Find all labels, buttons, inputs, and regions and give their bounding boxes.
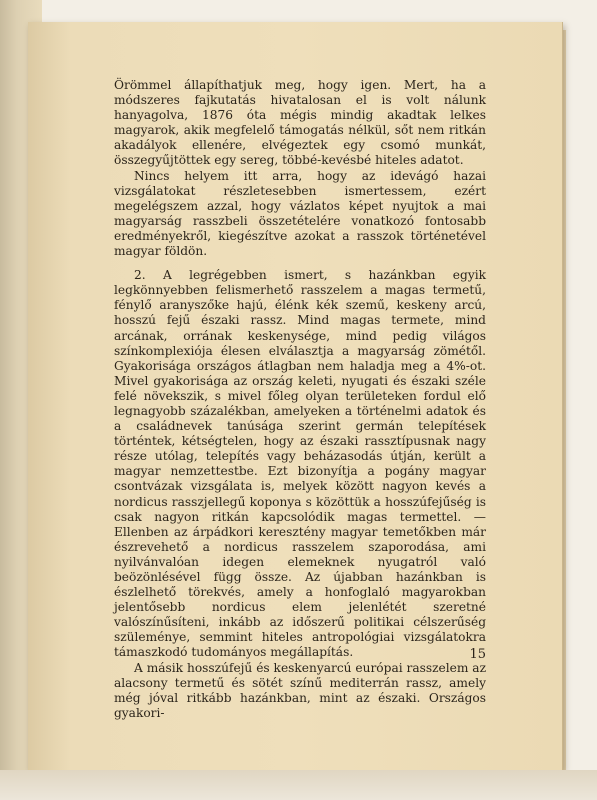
paragraph-4: A másik hosszúfejű és keskenyarcú európai rasszelem az alacsony termetű és sötét színű mediterrán rassz, amely még jóval ritkább hazánkban, mint az északi. Országos gyakori- — [114, 660, 486, 720]
paragraph-2: Nincs helyem itt arra, hogy az idevágó hazai vizsgálatokat részletesebben ismertessem, ezért megelégszem azzal, hogy vázlatos képet nyujtok a mai magyarság rasszbeli összetételére vonatkozó fontosabb eredményekről, kiegészítve azokat a rasszok történetével magyar földön. — [114, 168, 486, 259]
background-surface — [0, 770, 597, 800]
page-number: 15 — [469, 647, 486, 662]
paragraph-3: 2. A legrégebben ismert, s hazánkban egyik legkönnyebben felismerhető rasszelem a magas termetű, fénylő aranyszőke hajú, élénk kék szemű, keskeny arcú, hosszú fejű északi rassz. Mind magas termete, mind arcának, orrának keskenysége, mind pedig világos színkomplexiója élesen elválasztja a magyarság zömétől. Gyakorisága országos átlagban nem haladja meg a 4%-ot. Mivel gyakorisága az ország keleti, nyugati és északi széle felé növekszik, s mivel főleg olyan területeken fordul elő legnagyobb százalékban, amelyeken a történelmi adatok és a családnevek tanúsága szerint germán telepítések történtek, kétségtelen, hogy az északi rassztípusnak nagy része utólag, telepítés vagy beházasodás útján, került a magyar nemzettestbe. Ezt bizonyítja a pogány magyar csontvázak vizsgálata is, melyek között nagyon kevés a nordicus rasszjellegű koponya s közöttük a hosszúfejűség is csak nagyon ritkán kapcsolódik magas termettel. — Ellenben az árpádkori keresztény magyar temetőkben már észrevehető a nordicus rasszelem szaporodása, ami nyilvánvalóan idegen elemeknek nyugatról való beözönlésével függ össze. Az újabban hazánkban is észlelhető törekvés, amely a honfoglaló magyarokban jelentősebb nordicus elem jelenlétét szeretné valószínűsíteni, inkább az időszerű politikai célszerűség szüleménye, semmint hiteles antropológiai vizsgálatokra támaszkodó tudományos megállapítás. — [114, 268, 486, 660]
page-text — [114, 78, 486, 721]
paragraph-1: Örömmel állapíthatjuk meg, hogy igen. Mert, ha a módszeres fajkutatás hivatalosan el is volt nálunk hanyagolva, 1876 óta mégis mindig akadtak lelkes magyarok, akik megfelelő támogatás nélkül, sőt nem ritkán akadályok ellenére, elvégeztek egy csomó munkát, összegyűjtöttek egy sereg, többé-kevésbé hiteles adatot. — [114, 78, 486, 168]
